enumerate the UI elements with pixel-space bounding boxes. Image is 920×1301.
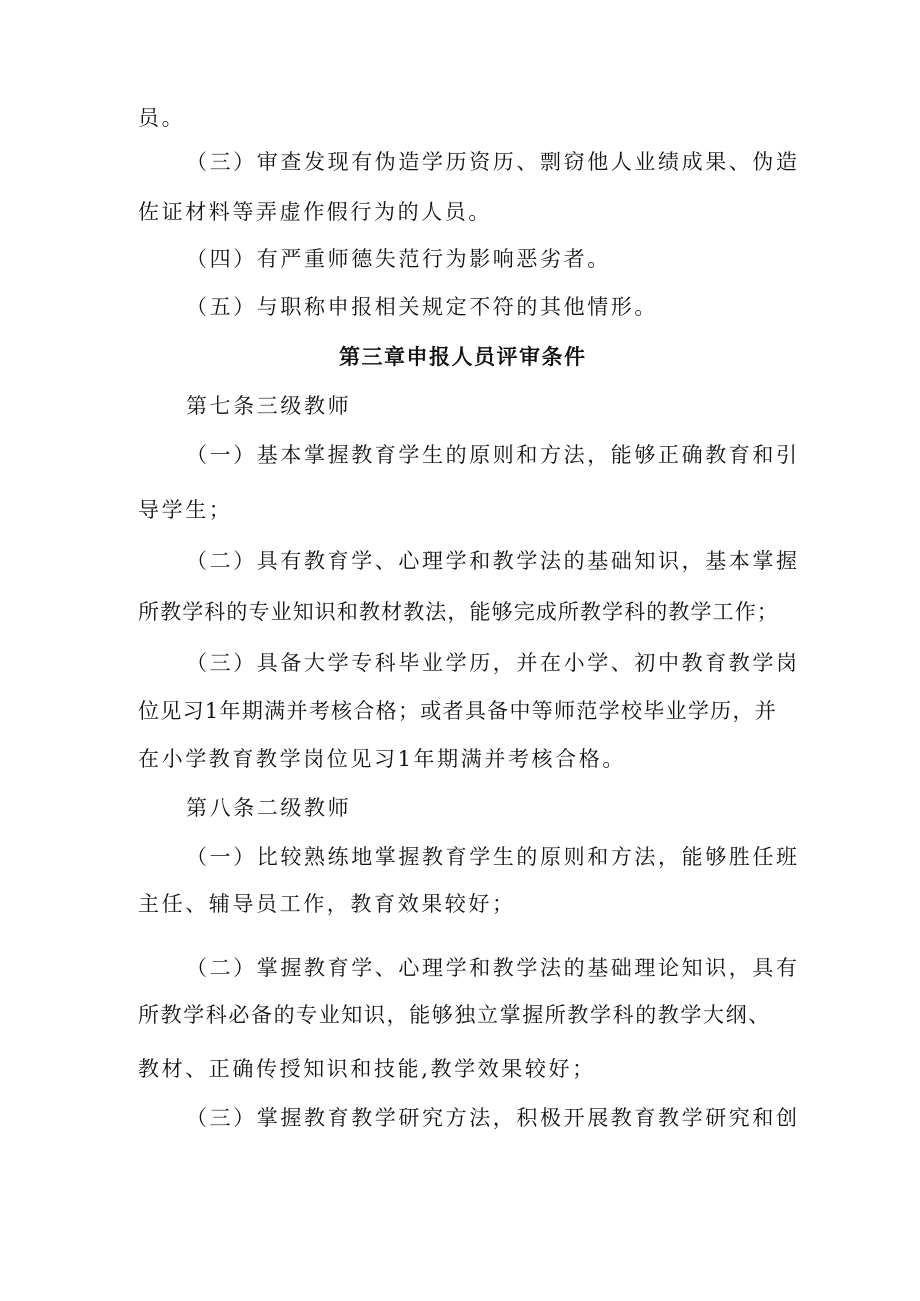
article-heading: 第七条三级教师 — [186, 394, 352, 418]
text-line: 在小学教育教学岗位见习1年期满并考核合格。 — [138, 747, 626, 771]
chapter-heading: 第三章申报人员评审条件 — [339, 345, 587, 369]
text-line: （三）审查发现有伪造学历资历、剽窃他人业绩成果、伪造 — [186, 150, 800, 174]
text-line: （三）具备大学专科毕业学历，并在小学、初中教育教学岗 — [186, 651, 800, 675]
text-line: 主任、辅导员工作，教育效果较好； — [138, 892, 516, 916]
text-line: （二）具有教育学、心理学和教学法的基础知识，基本掌握 — [186, 549, 800, 573]
text-line: 员。 — [138, 106, 186, 130]
text-line: （四）有严重师德失范行为影响恶劣者。 — [186, 247, 611, 271]
text-line: 导学生； — [138, 498, 233, 522]
article-heading: 第八条二级教师 — [186, 796, 352, 820]
text-line: 所教学科必备的专业知识，能够独立掌握所教学科的教学大纲、 — [138, 1003, 771, 1027]
text-line: 位见习1年期满并考核合格；或者具备中等师范学校毕业学历，并 — [138, 699, 778, 723]
text-line: 教材、正确传授知识和技能,教学效果较好； — [138, 1057, 596, 1081]
text-line: （一）基本掌握教育学生的原则和方法，能够正确教育和引 — [186, 443, 800, 467]
text-line: （五）与职称申报相关规定不符的其他情形。 — [186, 295, 658, 319]
text-line: （二）掌握教育学、心理学和教学法的基础理论知识，具有 — [186, 956, 800, 980]
text-line: （一）比较熟练地掌握教育学生的原则和方法，能够胜任班 — [186, 845, 800, 869]
text-line: 所教学科的专业知识和教材教法，能够完成所教学科的教学工作； — [138, 600, 779, 624]
text-line: 佐证材料等弄虚作假行为的人员。 — [138, 200, 492, 224]
text-line: （三）掌握教育教学研究方法，积极开展教育教学研究和创 — [186, 1106, 800, 1130]
